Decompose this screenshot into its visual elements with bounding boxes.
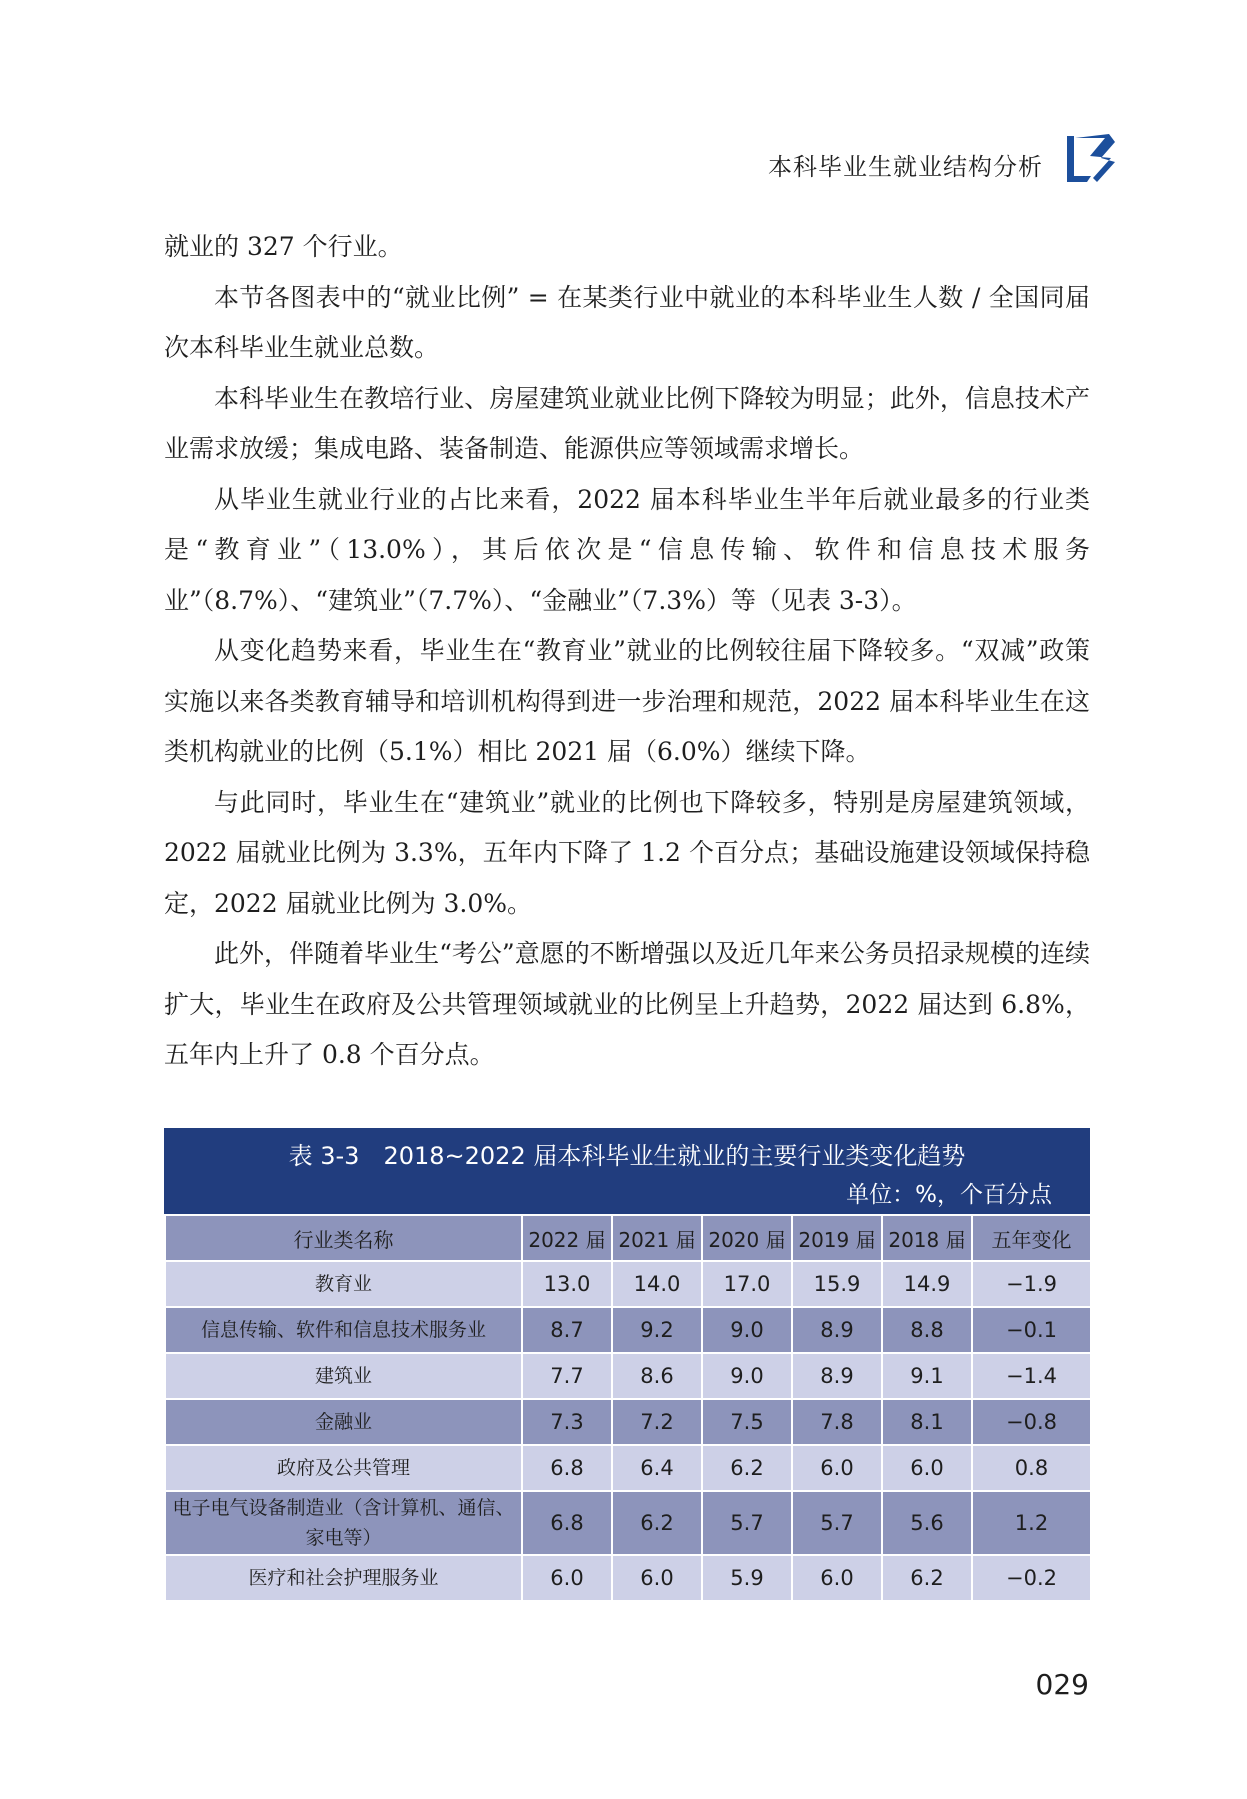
value-cell: −0.2 <box>972 1555 1091 1601</box>
paragraph: 就业的 327 个行业。 <box>164 232 403 261</box>
value-cell: 5.7 <box>792 1491 882 1555</box>
value-cell: −0.8 <box>972 1399 1091 1445</box>
column-header: 2018 届 <box>882 1215 972 1261</box>
chapter-title: 本科毕业生就业结构分析 <box>768 152 1043 181</box>
value-cell: 15.9 <box>792 1261 882 1307</box>
value-cell: 6.8 <box>522 1445 612 1491</box>
table-row <box>165 1445 1091 1491</box>
value-cell: 8.9 <box>792 1307 882 1353</box>
value-cell: 7.7 <box>522 1353 612 1399</box>
table-body <box>165 1261 1091 1601</box>
value-cell: 8.1 <box>882 1399 972 1445</box>
value-cell: 1.2 <box>972 1491 1091 1555</box>
value-cell: 6.2 <box>702 1445 792 1491</box>
value-cell: 5.6 <box>882 1491 972 1555</box>
value-cell: 6.0 <box>792 1445 882 1491</box>
table-unit: 单位：%，个百分点 <box>846 1182 1052 1208</box>
value-cell: 9.1 <box>882 1353 972 1399</box>
value-cell: 8.6 <box>612 1353 702 1399</box>
column-header: 2020 届 <box>702 1215 792 1261</box>
paragraph: 从变化趋势来看，毕业生在“教育业”就业的比例较往届下降较多。“双减”政策实施以来各类教育辅导和培训机构得到进一步治理和规范，2022 届本科毕业生在这类机构就业的比例（5.1%）相比 2021 届（6.0%）继续下降。 <box>164 636 1090 766</box>
running-header <box>768 128 1117 188</box>
value-cell: 7.5 <box>702 1399 792 1445</box>
industry-name-cell: 金融业 <box>165 1399 522 1445</box>
table-row <box>165 1353 1091 1399</box>
value-cell: −0.1 <box>972 1307 1091 1353</box>
industry-name-cell: 医疗和社会护理服务业 <box>165 1555 522 1601</box>
column-header: 2021 届 <box>612 1215 702 1261</box>
value-cell: 0.8 <box>972 1445 1091 1491</box>
table-row <box>165 1555 1091 1601</box>
paragraph: 本节各图表中的“就业比例” = 在某类行业中就业的本科毕业生人数 / 全国同届次本科毕业生就业总数。 <box>164 282 1090 362</box>
table-title: 表 3-3 2018~2022 届本科毕业生就业的主要行业类变化趋势 <box>288 1142 966 1170</box>
column-header: 2019 届 <box>792 1215 882 1261</box>
value-cell: 14.0 <box>612 1261 702 1307</box>
industry-trend-table <box>164 1128 1090 1602</box>
paragraph: 从毕业生就业行业的占比来看，2022 届本科毕业生半年后就业最多的行业类是“教育业”（13.0%），其后依次是“信息传输、软件和信息技术服务业”（8.7%）、“建筑业”（7.7%）、“金融业”（7.3%）等（见表 3-3）。 <box>164 484 1090 615</box>
paragraph: 本科毕业生在教培行业、房屋建筑业就业比例下降较为明显；此外，信息技术产业需求放缓；集成电路、装备制造、能源供应等领域需求增长。 <box>164 383 1090 463</box>
paragraph: 此外，伴随着毕业生“考公”意愿的不断增强以及近几年来公务员招录规模的连续扩大，毕业生在政府及公共管理领域就业的比例呈上升趋势，2022 届达到 6.8%，五年内上升了 0.8 个百分点。 <box>164 939 1090 1069</box>
column-header: 2022 届 <box>522 1215 612 1261</box>
value-cell: −1.9 <box>972 1261 1091 1307</box>
chapter-mark-icon <box>1065 132 1117 184</box>
industry-name-cell: 政府及公共管理 <box>165 1445 522 1491</box>
value-cell: 6.4 <box>612 1445 702 1491</box>
table-header-row <box>165 1215 1091 1261</box>
value-cell: 6.0 <box>522 1555 612 1601</box>
paragraph: 与此同时，毕业生在“建筑业”就业的比例也下降较多，特别是房屋建筑领域，2022 届就业比例为 3.3%，五年内下降了 1.2 个百分点；基础设施建设领域保持稳定，2022 届就业比例为 3.0%。 <box>164 787 1090 918</box>
page-number: 029 <box>1035 1668 1089 1701</box>
industry-name-cell: 电子电气设备制造业（含计算机、通信、家电等） <box>165 1491 522 1555</box>
value-cell: 8.9 <box>792 1353 882 1399</box>
value-cell: 6.2 <box>882 1555 972 1601</box>
value-cell: 6.0 <box>792 1555 882 1601</box>
table-caption <box>164 1128 1090 1214</box>
table-row <box>165 1491 1091 1555</box>
industry-name-cell: 教育业 <box>165 1261 522 1307</box>
value-cell: 14.9 <box>882 1261 972 1307</box>
value-cell: 8.8 <box>882 1307 972 1353</box>
value-cell: 6.0 <box>882 1445 972 1491</box>
value-cell: −1.4 <box>972 1353 1091 1399</box>
value-cell: 9.0 <box>702 1307 792 1353</box>
value-cell: 17.0 <box>702 1261 792 1307</box>
value-cell: 9.2 <box>612 1307 702 1353</box>
value-cell: 6.0 <box>612 1555 702 1601</box>
value-cell: 7.3 <box>522 1399 612 1445</box>
value-cell: 6.8 <box>522 1491 612 1555</box>
value-cell: 13.0 <box>522 1261 612 1307</box>
data-table <box>164 1214 1092 1602</box>
value-cell: 8.7 <box>522 1307 612 1353</box>
table-row <box>165 1399 1091 1445</box>
value-cell: 5.9 <box>702 1555 792 1601</box>
table-row <box>165 1307 1091 1353</box>
body-text <box>164 222 1090 1081</box>
industry-name-cell: 信息传输、软件和信息技术服务业 <box>165 1307 522 1353</box>
column-header: 五年变化 <box>972 1215 1091 1261</box>
table-row <box>165 1261 1091 1307</box>
industry-name-cell: 建筑业 <box>165 1353 522 1399</box>
value-cell: 7.8 <box>792 1399 882 1445</box>
value-cell: 7.2 <box>612 1399 702 1445</box>
value-cell: 6.2 <box>612 1491 702 1555</box>
value-cell: 9.0 <box>702 1353 792 1399</box>
value-cell: 5.7 <box>702 1491 792 1555</box>
column-header: 行业类名称 <box>165 1215 522 1261</box>
